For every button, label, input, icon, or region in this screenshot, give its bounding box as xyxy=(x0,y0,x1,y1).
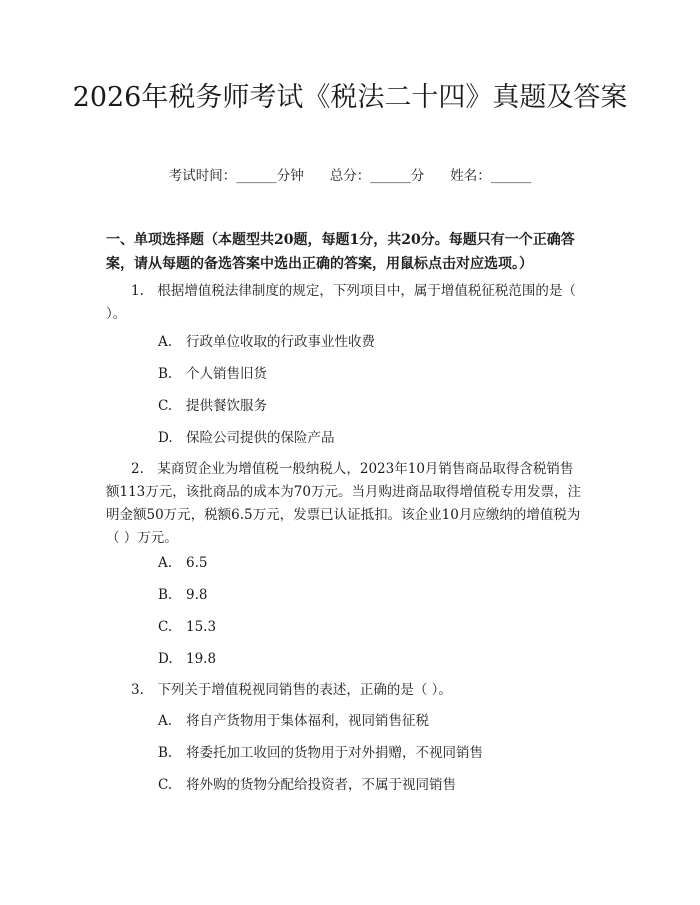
option-key: C. xyxy=(158,619,173,635)
option-text: 将委托加工收回的货物用于对外捐赠，不视同销售 xyxy=(186,745,483,761)
question-3-stem: 3. 下列关于增值税视同销售的表述，正确的是（ ）。 xyxy=(131,682,452,698)
option-key: C. xyxy=(158,777,173,793)
question-2-stem: 2. 某商贸企业为增值税一般纳税人，2023年10月销售商品取得含税销售额113万元，该批商品的成本为70万元。当月购进商品取得增值税专用发票，注明金额50万元，税额6.5万元，发票已认证抵扣。该企业10月应缴纳的增值税为（ ）万元。 xyxy=(106,461,581,546)
option-key: C. xyxy=(158,398,173,414)
question-1-option-b[interactable] xyxy=(158,364,267,384)
question-2-option-a[interactable] xyxy=(158,553,207,573)
exam-time-field: 考试时间：______分钟 xyxy=(168,168,304,184)
option-key: A. xyxy=(158,555,173,571)
option-text: 将外购的货物分配给投资者，不属于视同销售 xyxy=(186,777,456,793)
option-text: 提供餐饮服务 xyxy=(186,398,267,414)
question-1-option-c[interactable] xyxy=(158,396,267,416)
question-1-option-a[interactable] xyxy=(158,332,375,352)
option-text: 行政单位收取的行政事业性收费 xyxy=(186,334,375,350)
question-2-option-d[interactable] xyxy=(158,649,216,669)
option-text: 将自产货物用于集体福利，视同销售征税 xyxy=(186,713,429,729)
option-text: 9.8 xyxy=(186,587,208,603)
option-key: B. xyxy=(158,366,173,382)
option-text: 个人销售旧货 xyxy=(186,366,267,382)
exam-meta xyxy=(0,166,700,186)
option-text: 保险公司提供的保险产品 xyxy=(186,430,335,446)
page-title: 2026年税务师考试《税法二十四》真题及答案 xyxy=(72,82,628,113)
name-field: 姓名：______ xyxy=(450,168,532,184)
question-3-option-c[interactable] xyxy=(158,775,456,795)
option-key: A. xyxy=(158,713,173,729)
option-text: 6.5 xyxy=(186,555,208,571)
option-key: B. xyxy=(158,587,173,603)
question-2-option-b[interactable] xyxy=(158,585,207,605)
question-2-option-c[interactable] xyxy=(158,617,216,637)
question-1-option-d[interactable] xyxy=(158,428,335,448)
question-3-option-b[interactable] xyxy=(158,743,483,763)
option-text: 19.8 xyxy=(186,651,217,667)
total-score-field: 总分：______分 xyxy=(329,168,425,184)
option-key: A. xyxy=(158,334,173,350)
question-1-stem: 1. 根据增值税法律制度的规定，下列项目中，属于增值税征税范围的是（ ）。 xyxy=(106,283,576,322)
question-3-option-a[interactable] xyxy=(158,711,429,731)
option-key: D. xyxy=(158,651,173,667)
section-heading: 一、单项选择题（本题型共20题，每题1分，共20分。每题只有一个正确答案，请从每题的备选答案中选出正确的答案，用鼠标点击对应选项。） xyxy=(106,232,575,272)
option-text: 15.3 xyxy=(186,619,217,635)
option-key: D. xyxy=(158,430,173,446)
option-key: B. xyxy=(158,745,173,761)
